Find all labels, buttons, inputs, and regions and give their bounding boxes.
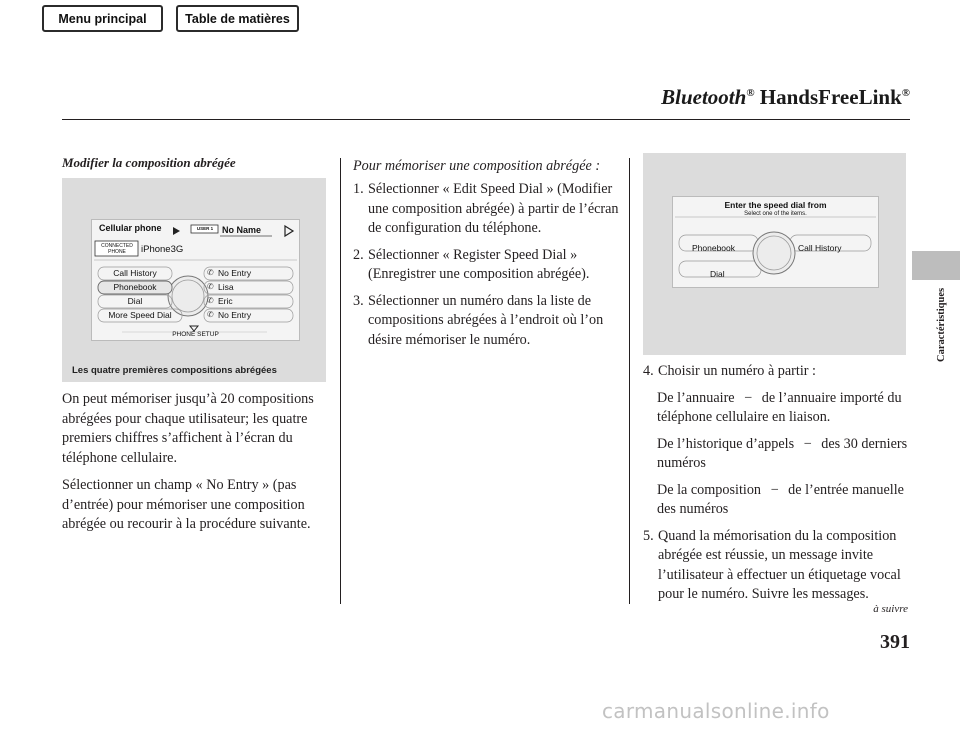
column-divider-2 (629, 158, 630, 604)
source-option-2-dash: − (803, 435, 812, 452)
step-1 (353, 180, 628, 239)
entry-type-icon: ✆ (207, 296, 214, 305)
watermark: carmanualsonline.info (602, 699, 830, 723)
source-option-3-text: de l’entrée manuelle des numéros (657, 481, 904, 517)
speed-dial-source-screen (672, 196, 879, 288)
source-option-1-text: de l’annuaire importé du téléphone cellulaire en liaison. (657, 389, 902, 425)
option-phonebook[interactable]: Phonebook (692, 243, 736, 253)
connected-badge-text (96, 243, 138, 255)
menu-item-call-history[interactable]: Call History (113, 268, 157, 278)
continued-label: à suivre (873, 603, 908, 615)
phone-name: iPhone3G (141, 244, 184, 255)
header-product: HandsFreeLink (759, 85, 902, 109)
menu-principal-button[interactable]: Menu principal (42, 5, 163, 32)
entry-type-icon: ✆ (207, 282, 214, 291)
header-brand: Bluetooth (661, 85, 747, 109)
page-header (661, 85, 910, 110)
speed-dial-entry-4[interactable]: No Entry (218, 310, 252, 320)
screen-footer: PHONE SETUP (172, 331, 219, 338)
header-rule (62, 119, 910, 120)
step-4-num: 4. (643, 363, 654, 379)
figure-caption: Les quatre premières compositions abrégées (72, 365, 277, 376)
step-4-text: Choisir un numéro à partir : (658, 363, 817, 379)
screen2-title: Enter the speed dial from (724, 200, 827, 210)
menu-item-phonebook[interactable]: Phonebook (113, 282, 157, 292)
step-4 (643, 362, 913, 382)
phone-setup-screen-figure (62, 178, 326, 382)
source-option-2 (657, 435, 913, 474)
screen-title: Cellular phone (99, 223, 162, 233)
steps-list (353, 180, 628, 350)
source-option-1 (657, 389, 913, 428)
source-option-2-text: des 30 derniers numéros (657, 435, 908, 471)
screen2-subtitle: Select one of the items. (744, 211, 807, 217)
page-number: 391 (880, 631, 910, 653)
option-dial[interactable]: Dial (710, 269, 725, 279)
header-reg-mark-1: ® (746, 87, 755, 99)
step-3 (353, 292, 628, 351)
side-section-label: Caractéristiques (936, 287, 947, 362)
side-tab-marker (912, 251, 960, 280)
column-divider-1 (340, 158, 341, 604)
connected-badge-line1: CONNECTED (101, 243, 133, 249)
selector-knob-icon (753, 232, 795, 274)
connected-badge-line2: PHONE (108, 249, 126, 255)
menu-item-dial[interactable]: Dial (127, 296, 143, 306)
source-option-1-label: De l’annuaire (657, 389, 735, 406)
source-option-3 (657, 481, 913, 520)
step-2-text: Sélectionner « Register Speed Dial » (Enregistrer une composition abrégée). (368, 246, 590, 282)
source-option-3-dash: − (770, 481, 779, 498)
step-5-text: Quand la mémorisation du la composition abrégée est réussie, un message invite l’utilisateur à effectuer un étiquetage vocal pour le numéro. Suivre les messages. (658, 527, 901, 602)
user-name: No Name (222, 225, 262, 235)
speed-dial-entry-3[interactable]: Eric (218, 296, 233, 306)
right-body-text (643, 362, 913, 605)
header-reg-mark-2: ® (901, 87, 910, 99)
speed-dial-entry-2[interactable]: Lisa (218, 282, 234, 292)
source-option-2-label: De l’historique d’appels (657, 435, 795, 452)
step-1-text: Sélectionner « Edit Speed Dial » (Modifier une composition abrégée) à partir de l’écran de configuration du téléphone. (368, 181, 619, 236)
step-1-num: 1. (353, 181, 364, 197)
step-5 (643, 527, 913, 605)
step-5-num: 5. (643, 527, 654, 544)
step-3-text: Sélectionner un numéro dans la liste de compositions abrégées à l’endroit où l’on désire mémoriser le numéro. (368, 292, 604, 348)
step-2 (353, 246, 628, 285)
speed-dial-source-screen-figure (643, 153, 906, 355)
source-option-3-label: De la composition (657, 481, 762, 498)
left-body-text (62, 390, 332, 535)
table-of-contents-button[interactable]: Table de matières (176, 5, 299, 32)
option-call-history[interactable]: Call History (798, 243, 842, 253)
prev-arrow-icon (173, 227, 180, 235)
phone-setup-screen (91, 219, 300, 341)
speed-dial-entry-1[interactable]: No Entry (218, 268, 252, 278)
step-3-num: 3. (353, 292, 364, 309)
screen-frame-graphics (92, 220, 299, 340)
user-badge-text: USER 1 (196, 226, 214, 231)
menu-item-more-speed-dial[interactable]: More Speed Dial (108, 310, 172, 320)
step-2-num: 2. (353, 246, 364, 263)
entry-type-icon: ✆ (207, 310, 214, 319)
entry-type-icon: ✆ (207, 268, 214, 277)
section-title: Modifier la composition abrégée (62, 155, 236, 170)
paragraph-2: Sélectionner un champ « No Entry » (pas d’entrée) pour mémoriser une composition abrégée ou recourir à la procédure suivante. (62, 477, 311, 532)
source-option-1-dash: − (744, 389, 753, 406)
procedure-subtitle: Pour mémoriser une composition abrégée : (353, 158, 601, 174)
next-arrow-icon (285, 226, 293, 236)
paragraph-1: On peut mémoriser jusqu’à 20 compositions abrégées pour chaque utilisateur; les quatre premiers chiffres s’affichent à l’écran du téléphone cellulaire. (62, 391, 314, 466)
